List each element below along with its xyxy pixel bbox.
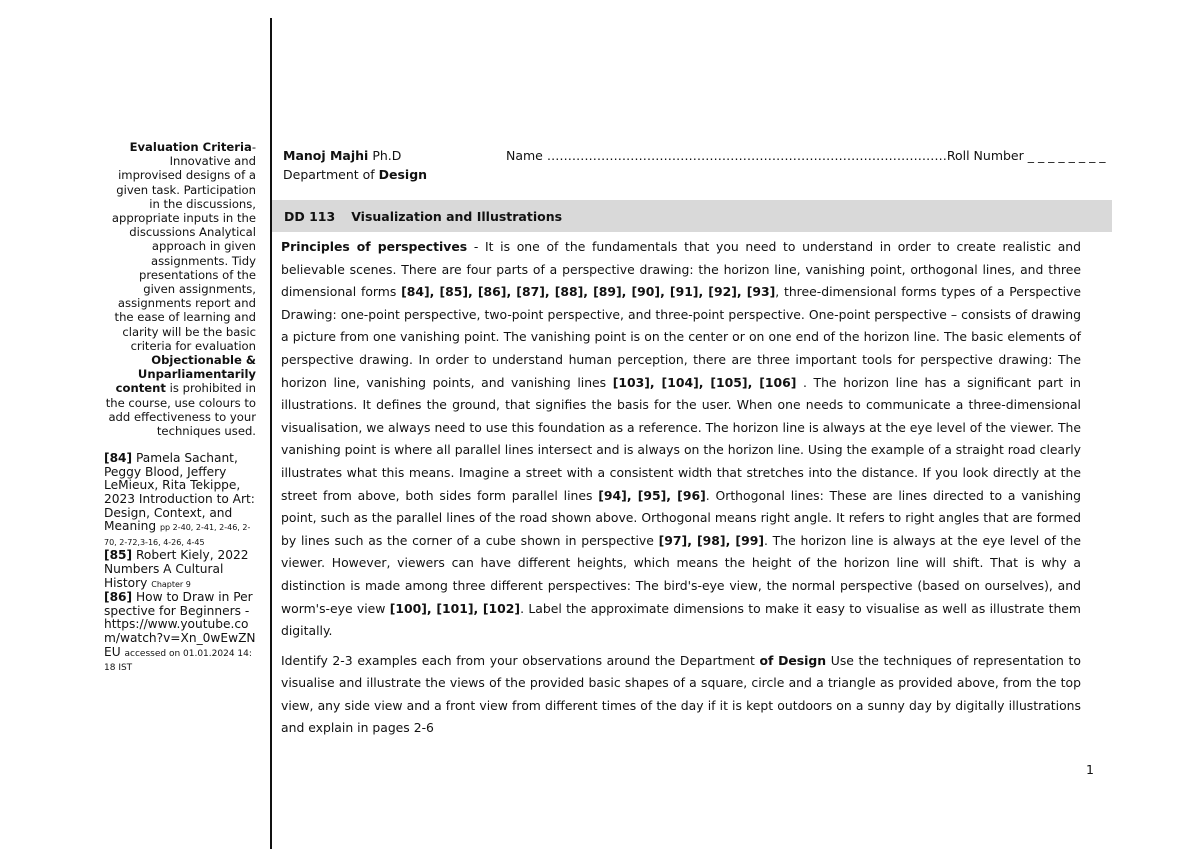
page-number: 1 — [1086, 762, 1094, 777]
evaluation-criteria — [104, 140, 256, 438]
sidebar — [104, 140, 256, 674]
assignment-body — [281, 236, 1081, 747]
objectionable-content-text: is prohibited in the course, use colours to add effectiveness to your techniques used. — [105, 381, 256, 439]
evaluation-criteria-text: - Innovative and improvised designs of a given task. Participation in the discussions, appropriate inputs in the discussions Analytical approach in given assignments. Tidy presentations of the given assignments, assignments report and the ease of learning and clarity will be the basic criteria for evaluation — [111, 140, 256, 353]
reference-item: [86] How to Draw in Perspective for Beginners - https://www.youtube.com/watch?v=Xn_0wEwZNEU accessed on 01.01.2024 14:18 IST — [104, 590, 256, 673]
paragraph-task: Identify 2-3 examples each from your observations around the Department of Design Use the techniques of representation to visualise and illustrate the views of the provided basic shapes of a square, circle and a triangle as provided above, from the top view, any side view and a front view from different times of the day if it is kept outdoors on a sunny day by digitally illustrations and explain in pages 2-6 — [281, 652, 1081, 736]
course-title: Visualization and Illustrations — [351, 208, 563, 224]
objectionable-content-title: Objectionable & Unparliamentarily content — [115, 353, 256, 396]
reference-item: [84] Pamela Sachant, Peggy Blood, Jeffery LeMieux, Rita Tekippe, 2023 Introduction to Art: Design, Context, and Meaning pp 2-40, 2-41, 2-46, 2-70, 2-72,3-16, 4-26, 4-45 — [104, 451, 255, 547]
department-prefix: Department of — [283, 167, 379, 182]
evaluation-criteria-title: Evaluation Criteria — [129, 140, 252, 154]
course-title-bar — [272, 200, 1112, 232]
margin-divider-line — [270, 18, 272, 849]
reference-list — [104, 452, 256, 673]
reference-item: [85] Robert Kiely, 2022 Numbers A Cultural History Chapter 9 — [104, 548, 249, 590]
name-roll-number-line: Name ……………………………………………………………………………………Roll Number _ _ _ _ _ _ _ _ — [506, 148, 1106, 163]
course-code: DD 113 — [284, 208, 336, 224]
author-degree: Ph.D — [368, 148, 402, 163]
author-name: Manoj Majhi — [283, 148, 369, 163]
paragraph-principles: Principles of perspectives - It is one of the fundamentals that you need to understand in order to create realistic and believable scenes. There are four parts of a perspective drawing: the horizon line, vanishing point, orthogonal lines, and three dimensional forms [84], [85], [86], [87], [88], [89], [90], [91], [92], [93], three-dimensional forms types of a Perspective Drawing: one-point perspective, two-point perspective, and three-point perspective. One-point perspective – consists of drawing a picture from one vanishing point. The vanishing point is on the center or on one end of the horizon line. The basic elements of perspective drawing. In order to understand human perception, there are three important tools for perspective drawing: The horizon line, vanishing points, and vanishing lines [103], [104], [105], [106] . The horizon line has a significant part in illustrations. It defines the ground, that signifies the basis for the user. When one needs to communicate a three-dimensional visualisation, we always need to use this foundation as a reference. The horizon line is always at the eye level of the viewer. The vanishing point is where all parallel lines intersect and is always on the horizon line. Using the example of a straight road clearly illustrates what this means. Imagine a street with a consistent width that stretches into the distance. If you look directly at the street from above, both sides form parallel lines [94], [95], [96]. Orthogonal lines: These are lines directed to a vanishing point, such as the parallel lines of the road shown above. Orthogonal means right angle. It refers to right angles that are formed by lines such as the corner of a cube shown in perspective [97], [98], [99]. The horizon line is always at the eye level of the viewer. However, viewers can have different heights, which means the height of the horizon line will shift. That is why a distinction is made among three different perspectives: The bird's-eye view, the normal perspective (based on ourselves), and worm's-eye view [100], [101], [102]. Label the approximate dimensions to make it easy to visualise as well as illustrate them digitally. — [281, 239, 1082, 639]
department-name: Design — [378, 167, 428, 182]
author-block — [283, 146, 427, 184]
